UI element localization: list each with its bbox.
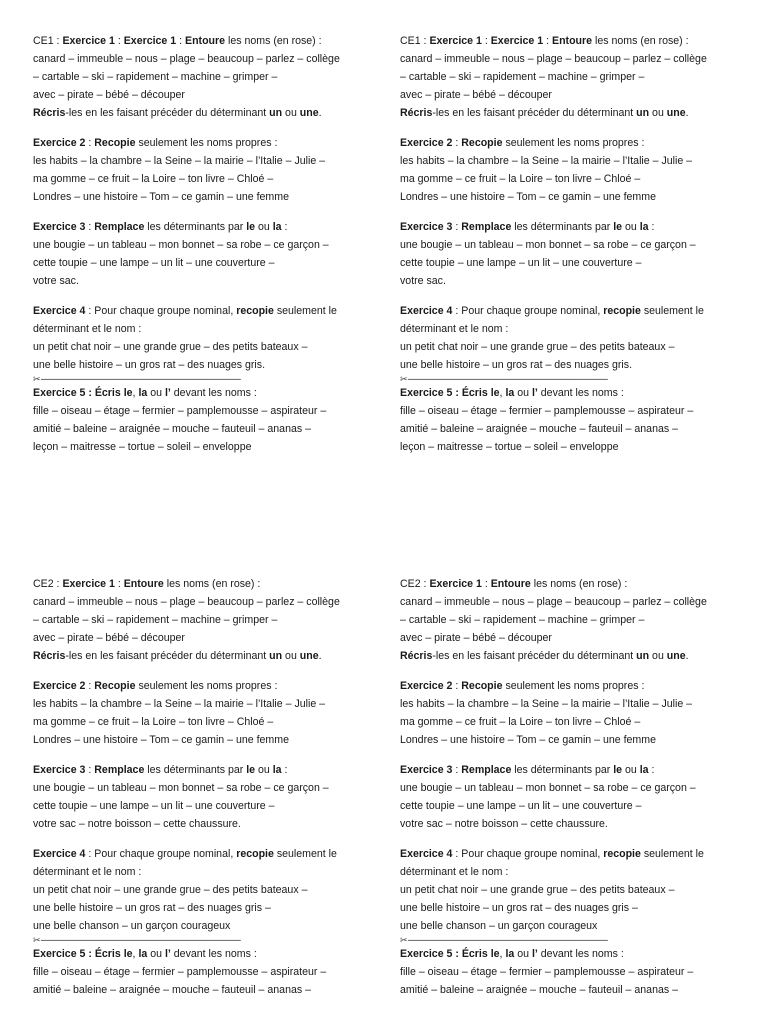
cut-line: [400, 374, 748, 384]
text-segment: -les en les faisant précéder du déterminant: [432, 650, 637, 662]
text-segment: :: [85, 680, 95, 692]
text-segment: les habits – la chambre – la Seine – la mairie – l’Italie – Julie –: [33, 698, 326, 710]
text-segment: -les en les faisant précéder du déterminant: [65, 107, 270, 119]
text-segment: déterminant et le nom :: [33, 323, 142, 335]
ex2-line-2: [400, 695, 748, 713]
text-segment: :: [114, 35, 124, 47]
ex4-line-3: [33, 338, 381, 356]
ex1-line-2: [400, 50, 748, 68]
text-segment: Exercice 4: [400, 305, 453, 317]
text-segment: votre sac – notre boisson – cette chaussure.: [400, 818, 608, 830]
text-segment: :: [648, 221, 655, 233]
ex4-line-4: [33, 899, 381, 917]
ex2-line-1: [33, 134, 381, 152]
cut-dashes: ----------------------------------------------------------------------------------------------------: [40, 374, 241, 384]
text-segment: un: [269, 107, 283, 119]
text-segment: l’: [164, 387, 171, 399]
text-segment: Remplace: [461, 221, 512, 233]
text-segment: :: [452, 680, 462, 692]
ex4-line-1: [400, 845, 748, 863]
cut-line: [33, 374, 381, 384]
text-segment: :: [85, 137, 95, 149]
text-segment: :: [452, 764, 462, 776]
text-segment: les habits – la chambre – la Seine – la mairie – l’Italie – Julie –: [400, 698, 693, 710]
text-segment: .: [318, 107, 322, 119]
ex4-line-2: [400, 320, 748, 338]
ex4-line-3: [400, 881, 748, 899]
text-segment: le: [246, 764, 256, 776]
text-segment: recopie: [236, 848, 274, 860]
ex1-line-2: [33, 593, 381, 611]
text-segment: Exercice 1: [62, 578, 115, 590]
text-segment: fille – oiseau – étage – fermier – pamplemousse – aspirateur –: [400, 966, 694, 978]
text-segment: une bougie – un tableau – mon bonnet – sa robe – ce garçon –: [400, 782, 696, 794]
text-segment: Londres – une histoire – Tom – ce gamin – une femme: [33, 734, 289, 746]
ex4-line-1: [33, 302, 381, 320]
text-segment: :: [114, 578, 124, 590]
text-segment: un petit chat noir – une grande grue – des petits bateaux –: [33, 884, 308, 896]
text-segment: :: [452, 137, 462, 149]
text-segment: une belle histoire – un gros rat – des nuages gris.: [400, 359, 633, 371]
text-segment: recopie: [603, 848, 641, 860]
text-segment: Récris: [400, 107, 433, 119]
text-segment: ou: [514, 387, 532, 399]
text-segment: :: [648, 764, 655, 776]
text-segment: ma gomme – ce fruit – la Loire – ton livre – Chloé –: [400, 173, 641, 185]
worksheet-ce1-right: [400, 32, 748, 456]
ex1-line-3: [400, 611, 748, 629]
ex3-line-1: [400, 218, 748, 236]
text-segment: Exercice 5 : Écris le: [400, 387, 500, 399]
text-segment: la: [138, 387, 148, 399]
text-segment: avec – pirate – bébé – découper: [33, 632, 185, 644]
text-segment: :: [281, 764, 288, 776]
text-segment: :: [281, 221, 288, 233]
ex2-line-3: [400, 170, 748, 188]
text-segment: devant les noms :: [537, 387, 624, 399]
text-segment: une: [666, 650, 686, 662]
scissors-icon: ✂: [400, 374, 408, 384]
text-segment: devant les noms :: [170, 948, 257, 960]
cut-line: [400, 935, 748, 945]
text-segment: seulement le: [640, 848, 704, 860]
text-segment: avec – pirate – bébé – découper: [33, 89, 185, 101]
text-segment: recopie: [236, 305, 274, 317]
text-segment: le: [246, 221, 256, 233]
text-segment: – cartable – ski – rapidement – machine – grimper –: [33, 614, 278, 626]
text-segment: l’: [531, 387, 538, 399]
ex5-line-3: [33, 981, 381, 999]
text-segment: Remplace: [94, 764, 145, 776]
worksheet-ce2-right: [400, 575, 748, 999]
ex4-line-2: [33, 320, 381, 338]
ex1-line-2: [400, 593, 748, 611]
text-segment: Recopie: [94, 680, 136, 692]
text-segment: ou: [622, 764, 640, 776]
text-segment: : Pour chaque groupe nominal,: [85, 848, 237, 860]
ex2-line-1: [400, 677, 748, 695]
text-segment: cette toupie – une lampe – un lit – une couverture –: [400, 800, 642, 812]
ex4-line-3: [400, 338, 748, 356]
text-segment: .: [318, 650, 322, 662]
cut-dashes: ----------------------------------------------------------------------------------------------------: [407, 935, 608, 945]
text-segment: les noms (en rose) :: [163, 578, 261, 590]
text-segment: Exercice 2: [400, 680, 453, 692]
ex1-line-2: [33, 50, 381, 68]
text-segment: ou: [255, 764, 273, 776]
ex5-line-1: [33, 945, 381, 963]
text-segment: Londres – une histoire – Tom – ce gamin – une femme: [400, 734, 656, 746]
ex1-line-3: [33, 611, 381, 629]
text-segment: la: [505, 948, 515, 960]
ex1-line-5: [33, 647, 381, 665]
text-segment: Remplace: [461, 764, 512, 776]
text-segment: – cartable – ski – rapidement – machine – grimper –: [33, 71, 278, 83]
text-segment: Londres – une histoire – Tom – ce gamin – une femme: [400, 191, 656, 203]
ex2-line-3: [400, 713, 748, 731]
text-segment: les déterminants par: [511, 764, 614, 776]
ex5-line-2: [33, 402, 381, 420]
ex3-line-4: [400, 272, 748, 290]
ex4-line-1: [400, 302, 748, 320]
ex2-line-4: [33, 731, 381, 749]
text-segment: Recopie: [461, 680, 503, 692]
text-segment: Entoure: [552, 35, 593, 47]
text-segment: cette toupie – une lampe – un lit – une couverture –: [33, 257, 275, 269]
text-segment: une bougie – un tableau – mon bonnet – sa robe – ce garçon –: [400, 239, 696, 251]
text-segment: Exercice 3: [400, 221, 453, 233]
text-segment: :: [176, 35, 186, 47]
ex3-line-2: [400, 236, 748, 254]
text-segment: : Pour chaque groupe nominal,: [452, 848, 604, 860]
ex3-line-2: [33, 779, 381, 797]
text-segment: une belle chanson – un garçon courageux: [400, 920, 598, 932]
text-segment: Récris: [400, 650, 433, 662]
ex4-line-2: [33, 863, 381, 881]
text-segment: déterminant et le nom :: [400, 323, 509, 335]
ex2-line-2: [33, 152, 381, 170]
ex5-line-1: [400, 945, 748, 963]
ex2-line-1: [400, 134, 748, 152]
text-segment: Entoure: [490, 578, 531, 590]
text-segment: seulement les noms propres :: [135, 680, 278, 692]
ex5-line-2: [400, 963, 748, 981]
ex3-line-1: [33, 218, 381, 236]
text-segment: canard – immeuble – nous – plage – beaucoup – parlez – collège: [33, 596, 340, 608]
text-segment: Exercice 4: [400, 848, 453, 860]
text-segment: CE2 :: [400, 578, 430, 590]
ex1-line-4: [33, 629, 381, 647]
text-segment: une bougie – un tableau – mon bonnet – sa robe – ce garçon –: [33, 239, 329, 251]
text-segment: ou: [282, 107, 300, 119]
text-segment: Exercice 5 : Écris le: [33, 387, 133, 399]
text-segment: une belle histoire – un gros rat – des nuages gris –: [400, 902, 638, 914]
ex1-line-5: [400, 647, 748, 665]
text-segment: Exercice 2: [400, 137, 453, 149]
text-segment: Exercice 3: [400, 764, 453, 776]
text-segment: .: [685, 650, 689, 662]
text-segment: Exercice 4: [33, 848, 86, 860]
ex1-line-4: [400, 86, 748, 104]
text-segment: fille – oiseau – étage – fermier – pamplemousse – aspirateur –: [33, 966, 327, 978]
text-segment: recopie: [603, 305, 641, 317]
text-segment: leçon – maitresse – tortue – soleil – enveloppe: [400, 441, 619, 453]
ex5-line-1: [33, 384, 381, 402]
ex2-line-4: [400, 731, 748, 749]
text-segment: canard – immeuble – nous – plage – beaucoup – parlez – collège: [400, 53, 707, 65]
text-segment: les noms (en rose) :: [530, 578, 628, 590]
ex3-line-4: [33, 815, 381, 833]
ex1-line-1: [33, 575, 381, 593]
text-segment: Exercice 2: [33, 137, 86, 149]
text-segment: seulement le: [273, 305, 337, 317]
text-segment: : Pour chaque groupe nominal,: [452, 305, 604, 317]
text-segment: l’: [164, 948, 171, 960]
text-segment: – cartable – ski – rapidement – machine – grimper –: [400, 71, 645, 83]
ex2-line-2: [400, 152, 748, 170]
text-segment: ou: [147, 387, 165, 399]
text-segment: seulement les noms propres :: [502, 680, 645, 692]
text-segment: .: [685, 107, 689, 119]
text-segment: : Pour chaque groupe nominal,: [85, 305, 237, 317]
ex3-line-1: [400, 761, 748, 779]
ex3-line-4: [400, 815, 748, 833]
text-segment: votre sac.: [33, 275, 79, 287]
text-segment: ou: [514, 948, 532, 960]
text-segment: ou: [255, 221, 273, 233]
text-segment: ,: [499, 387, 506, 399]
text-segment: une: [299, 107, 319, 119]
text-segment: la: [639, 221, 649, 233]
text-segment: les déterminants par: [144, 221, 247, 233]
text-segment: Recopie: [94, 137, 136, 149]
text-segment: seulement les noms propres :: [502, 137, 645, 149]
text-segment: Exercice 1: [123, 35, 177, 47]
ex4-line-5: [400, 917, 748, 935]
text-segment: -les en les faisant précéder du déterminant: [432, 107, 637, 119]
text-segment: ,: [132, 948, 139, 960]
worksheet-ce2-left: [33, 575, 381, 999]
text-segment: ,: [499, 948, 506, 960]
text-segment: Exercice 3: [33, 221, 86, 233]
ex2-line-3: [33, 713, 381, 731]
ex5-line-4: [33, 438, 381, 456]
ex1-line-4: [400, 629, 748, 647]
ex2-line-4: [33, 188, 381, 206]
text-segment: amitié – baleine – araignée – mouche – fauteuil – ananas –: [33, 984, 311, 996]
text-segment: :: [481, 35, 491, 47]
text-segment: Entoure: [123, 578, 164, 590]
text-segment: seulement le: [273, 848, 337, 860]
text-segment: fille – oiseau – étage – fermier – pamplemousse – aspirateur –: [400, 405, 694, 417]
ex2-line-3: [33, 170, 381, 188]
worksheet-ce1-left: [33, 32, 381, 456]
text-segment: :: [85, 221, 95, 233]
text-segment: CE2 :: [33, 578, 63, 590]
text-segment: l’: [531, 948, 538, 960]
text-segment: une belle chanson – un garçon courageux: [33, 920, 231, 932]
text-segment: Exercice 5 : Écris le: [400, 948, 500, 960]
ex4-line-4: [33, 356, 381, 374]
ex2-line-1: [33, 677, 381, 695]
cut-dashes: ----------------------------------------------------------------------------------------------------: [407, 374, 608, 384]
ex4-line-3: [33, 881, 381, 899]
scissors-icon: ✂: [33, 935, 41, 945]
text-segment: fille – oiseau – étage – fermier – pamplemousse – aspirateur –: [33, 405, 327, 417]
ex3-line-4: [33, 272, 381, 290]
text-segment: Exercice 1: [429, 578, 482, 590]
ex3-line-2: [33, 236, 381, 254]
ex5-line-3: [400, 420, 748, 438]
text-segment: Recopie: [461, 137, 503, 149]
text-segment: seulement le: [640, 305, 704, 317]
ex4-line-1: [33, 845, 381, 863]
text-segment: Récris: [33, 107, 66, 119]
ex3-line-3: [33, 797, 381, 815]
text-segment: avec – pirate – bébé – découper: [400, 632, 552, 644]
text-segment: un petit chat noir – une grande grue – des petits bateaux –: [400, 884, 675, 896]
ex2-line-4: [400, 188, 748, 206]
text-segment: cette toupie – une lampe – un lit – une couverture –: [400, 257, 642, 269]
text-segment: Exercice 4: [33, 305, 86, 317]
ex3-line-1: [33, 761, 381, 779]
text-segment: CE1 :: [33, 35, 63, 47]
text-segment: CE1 :: [400, 35, 430, 47]
text-segment: devant les noms :: [170, 387, 257, 399]
text-segment: canard – immeuble – nous – plage – beaucoup – parlez – collège: [33, 53, 340, 65]
text-segment: Exercice 1: [490, 35, 544, 47]
text-segment: ,: [132, 387, 139, 399]
text-segment: déterminant et le nom :: [33, 866, 142, 878]
text-segment: une belle histoire – un gros rat – des nuages gris.: [33, 359, 266, 371]
text-segment: votre sac – notre boisson – cette chaussure.: [33, 818, 241, 830]
ex1-line-5: [400, 104, 748, 122]
text-segment: la: [639, 764, 649, 776]
text-segment: ma gomme – ce fruit – la Loire – ton livre – Chloé –: [33, 716, 274, 728]
text-segment: ou: [622, 221, 640, 233]
text-segment: une belle histoire – un gros rat – des nuages gris –: [33, 902, 271, 914]
ex1-line-3: [33, 68, 381, 86]
ex3-line-2: [400, 779, 748, 797]
text-segment: cette toupie – une lampe – un lit – une couverture –: [33, 800, 275, 812]
text-segment: ou: [147, 948, 165, 960]
text-segment: Exercice 3: [33, 764, 86, 776]
text-segment: les noms (en rose) :: [592, 35, 689, 47]
text-segment: la: [505, 387, 515, 399]
text-segment: ou: [282, 650, 300, 662]
ex5-line-2: [33, 963, 381, 981]
text-segment: :: [452, 221, 462, 233]
ex5-line-2: [400, 402, 748, 420]
ex5-line-4: [400, 438, 748, 456]
cut-line: [33, 935, 381, 945]
ex1-line-1: [400, 575, 748, 593]
text-segment: canard – immeuble – nous – plage – beaucoup – parlez – collège: [400, 596, 707, 608]
text-segment: votre sac.: [400, 275, 446, 287]
text-segment: les déterminants par: [144, 764, 247, 776]
ex4-line-4: [400, 899, 748, 917]
text-segment: la: [272, 221, 282, 233]
text-segment: leçon – maitresse – tortue – soleil – enveloppe: [33, 441, 252, 453]
text-segment: ou: [649, 650, 667, 662]
ex1-line-3: [400, 68, 748, 86]
text-segment: amitié – baleine – araignée – mouche – fauteuil – ananas –: [33, 423, 311, 435]
text-segment: le: [613, 221, 623, 233]
text-segment: les habits – la chambre – la Seine – la mairie – l’Italie – Julie –: [33, 155, 326, 167]
cut-dashes: ----------------------------------------------------------------------------------------------------: [40, 935, 241, 945]
text-segment: :: [543, 35, 553, 47]
text-segment: les noms (en rose) :: [225, 35, 322, 47]
text-segment: Remplace: [94, 221, 145, 233]
ex4-line-2: [400, 863, 748, 881]
ex1-line-5: [33, 104, 381, 122]
text-segment: un petit chat noir – une grande grue – des petits bateaux –: [400, 341, 675, 353]
text-segment: amitié – baleine – araignée – mouche – fauteuil – ananas –: [400, 984, 678, 996]
text-segment: :: [85, 764, 95, 776]
text-segment: une: [666, 107, 686, 119]
text-segment: avec – pirate – bébé – découper: [400, 89, 552, 101]
text-segment: une: [299, 650, 319, 662]
ex3-line-3: [33, 254, 381, 272]
text-segment: – cartable – ski – rapidement – machine – grimper –: [400, 614, 645, 626]
text-segment: la: [138, 948, 148, 960]
text-segment: ma gomme – ce fruit – la Loire – ton livre – Chloé –: [33, 173, 274, 185]
text-segment: Londres – une histoire – Tom – ce gamin – une femme: [33, 191, 289, 203]
text-segment: les habits – la chambre – la Seine – la mairie – l’Italie – Julie –: [400, 155, 693, 167]
ex1-line-1: [33, 32, 381, 50]
text-segment: Exercice 1: [62, 35, 115, 47]
text-segment: Exercice 2: [33, 680, 86, 692]
text-segment: -les en les faisant précéder du déterminant: [65, 650, 270, 662]
text-segment: Récris: [33, 650, 66, 662]
text-segment: un: [636, 107, 650, 119]
ex2-line-2: [33, 695, 381, 713]
text-segment: la: [272, 764, 282, 776]
text-segment: déterminant et le nom :: [400, 866, 509, 878]
scissors-icon: ✂: [400, 935, 408, 945]
text-segment: un: [636, 650, 650, 662]
text-segment: une bougie – un tableau – mon bonnet – sa robe – ce garçon –: [33, 782, 329, 794]
text-segment: seulement les noms propres :: [135, 137, 278, 149]
text-segment: amitié – baleine – araignée – mouche – fauteuil – ananas –: [400, 423, 678, 435]
text-segment: un: [269, 650, 283, 662]
text-segment: le: [613, 764, 623, 776]
ex3-line-3: [400, 254, 748, 272]
text-segment: Entoure: [185, 35, 226, 47]
ex3-line-3: [400, 797, 748, 815]
ex5-line-3: [400, 981, 748, 999]
ex4-line-5: [33, 917, 381, 935]
text-segment: les déterminants par: [511, 221, 614, 233]
ex5-line-1: [400, 384, 748, 402]
ex1-line-1: [400, 32, 748, 50]
ex1-line-4: [33, 86, 381, 104]
scissors-icon: ✂: [33, 374, 41, 384]
text-segment: Exercice 1: [429, 35, 482, 47]
text-segment: ma gomme – ce fruit – la Loire – ton livre – Chloé –: [400, 716, 641, 728]
text-segment: un petit chat noir – une grande grue – des petits bateaux –: [33, 341, 308, 353]
ex4-line-4: [400, 356, 748, 374]
ex5-line-3: [33, 420, 381, 438]
text-segment: devant les noms :: [537, 948, 624, 960]
text-segment: ou: [649, 107, 667, 119]
text-segment: :: [481, 578, 491, 590]
text-segment: Exercice 5 : Écris le: [33, 948, 133, 960]
